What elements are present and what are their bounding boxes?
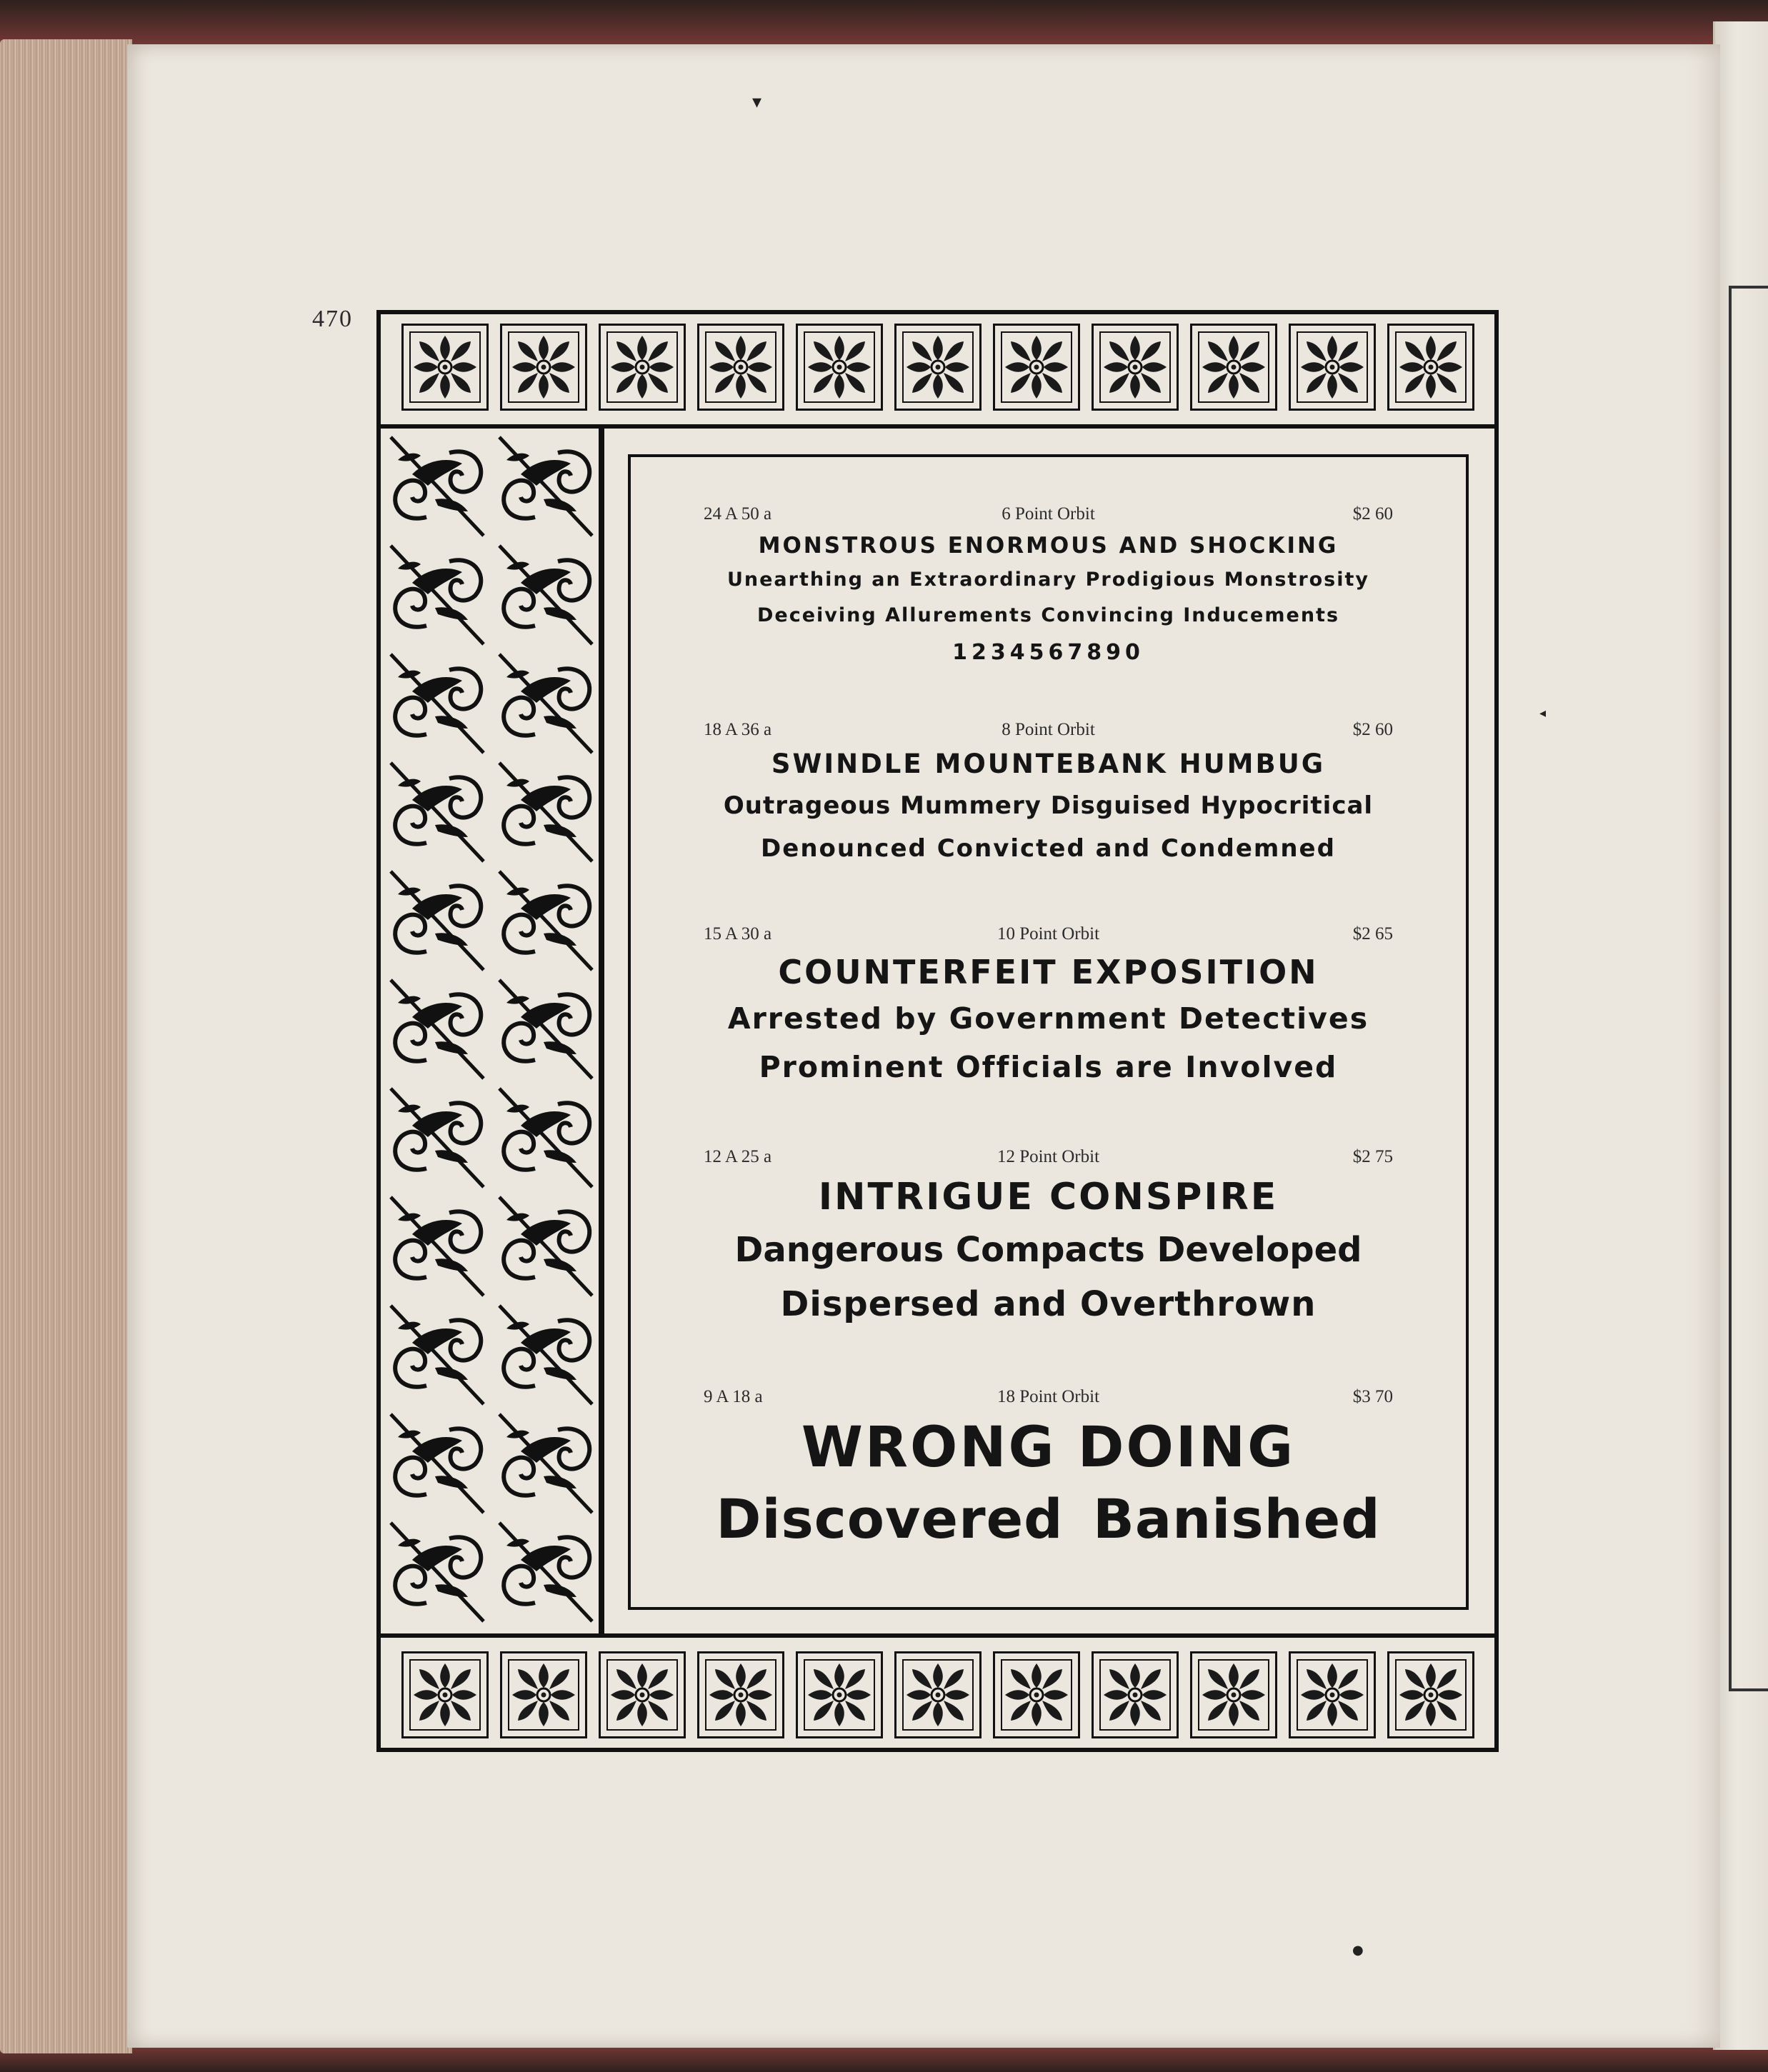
ink-speck: ◂ <box>1539 706 1547 721</box>
book-cover-top-edge <box>0 0 1768 50</box>
specimen-line: INTRIGUE CONSPIRE <box>818 1176 1279 1218</box>
scroll-flourish-icon <box>492 1083 599 1191</box>
page-number: 470 <box>312 306 353 332</box>
rosette-tile-icon <box>599 324 686 411</box>
specimen-quantity: 24 A 50 a <box>704 504 772 524</box>
rosette-tile-icon <box>796 1651 883 1738</box>
specimen-size: 12 Point Orbit <box>997 1147 1100 1166</box>
specimen-8pt <box>646 720 1450 877</box>
specimen-meta <box>646 924 1450 953</box>
facing-page-border <box>1729 286 1768 1691</box>
top-ornament-band <box>376 310 1499 429</box>
specimen-line: Dangerous Compacts Developed <box>734 1230 1362 1270</box>
specimen-line: Arrested by Government Detectives <box>727 1001 1369 1036</box>
specimen-line: Deceiving Allurements Convincing Inducements <box>756 604 1340 626</box>
rosette-tile-icon <box>500 1651 587 1738</box>
specimen-price: $2 60 <box>1352 720 1393 739</box>
scroll-flourish-icon <box>492 649 599 757</box>
rosette-tile-icon <box>1190 1651 1277 1738</box>
scroll-flourish-icon <box>384 1191 491 1300</box>
scroll-flourish-icon <box>384 431 491 540</box>
scroll-flourish-icon <box>492 1300 599 1408</box>
specimen-line: Denounced Convicted and Condemned <box>761 834 1336 863</box>
side-ornament-column <box>381 429 604 1633</box>
specimen-meta <box>646 1387 1450 1416</box>
rosette-tile-icon <box>599 1651 686 1738</box>
ink-speck: ▾ <box>752 91 762 113</box>
rosette-tile-icon <box>894 1651 982 1738</box>
rosette-tile-icon <box>993 324 1080 411</box>
specimen-quantity: 15 A 30 a <box>704 924 772 944</box>
scroll-flourish-icon <box>492 1517 599 1626</box>
specimen-line: Unearthing an Extraordinary Prodigious Monstrosity <box>726 569 1370 591</box>
specimen-6pt <box>646 504 1450 676</box>
specimen-line: Prominent Officials are Involved <box>759 1050 1338 1084</box>
specimen-size: 8 Point Orbit <box>1002 720 1095 739</box>
rosette-tile-icon <box>1190 324 1277 411</box>
specimen-line: Discovered Banished <box>716 1487 1381 1551</box>
book-cover-bottom-edge <box>0 2043 1768 2072</box>
scroll-flourish-icon <box>384 1083 491 1191</box>
rosette-tile-icon <box>1092 1651 1179 1738</box>
scroll-flourish-icon <box>384 974 491 1083</box>
scroll-flourish-icon <box>384 866 491 974</box>
specimen-price: $3 70 <box>1352 1387 1393 1406</box>
scroll-flourish-icon <box>384 540 491 649</box>
specimen-price: $2 65 <box>1352 924 1393 944</box>
rosette-tile-icon <box>894 324 982 411</box>
scroll-flourish-icon <box>384 1517 491 1626</box>
rosette-tile-icon <box>993 1651 1080 1738</box>
specimen-size: 10 Point Orbit <box>997 924 1100 944</box>
specimen-quantity: 9 A 18 a <box>704 1387 763 1406</box>
specimen-line: Outrageous Mummery Disguised Hypocritical <box>723 791 1374 820</box>
scroll-flourish-icon <box>492 757 599 866</box>
scroll-flourish-icon <box>384 757 491 866</box>
specimen-quantity: 18 A 36 a <box>704 720 772 739</box>
rosette-tile-icon <box>401 324 489 411</box>
specimen-meta <box>646 720 1450 749</box>
specimen-line: Dispersed and Overthrown <box>780 1284 1317 1324</box>
specimen-price: $2 75 <box>1352 1147 1393 1166</box>
scroll-flourish-icon <box>492 431 599 540</box>
scroll-flourish-icon <box>492 866 599 974</box>
specimen-size: 18 Point Orbit <box>997 1387 1100 1406</box>
rosette-tile-icon <box>796 324 883 411</box>
scroll-flourish-icon <box>492 540 599 649</box>
specimen-price: $2 60 <box>1352 504 1393 524</box>
rosette-tile-icon <box>500 324 587 411</box>
specimen-line: 1234567890 <box>952 640 1144 665</box>
rosette-tile-icon <box>697 324 784 411</box>
specimen-quantity: 12 A 25 a <box>704 1147 772 1166</box>
specimen-18pt <box>646 1387 1450 1558</box>
specimen-size: 6 Point Orbit <box>1002 504 1095 524</box>
specimen-10pt <box>646 924 1450 1098</box>
rosette-tile-icon <box>697 1651 784 1738</box>
specimen-line: SWINDLE MOUNTEBANK HUMBUG <box>771 749 1326 779</box>
rosette-tile-icon <box>401 1651 489 1738</box>
rosette-tile-icon <box>1289 324 1376 411</box>
specimen-12pt <box>646 1147 1450 1338</box>
rosette-tile-icon <box>1387 324 1474 411</box>
specimen-meta <box>646 504 1450 533</box>
rosette-tile-icon <box>1289 1651 1376 1738</box>
page-stack-edge <box>0 39 132 2053</box>
ink-speck: ● <box>1352 1943 1364 1958</box>
specimen-line: WRONG DOING <box>801 1416 1296 1480</box>
scroll-flourish-icon <box>492 974 599 1083</box>
rosette-tile-icon <box>1092 324 1179 411</box>
specimen-line: COUNTERFEIT EXPOSITION <box>778 953 1319 991</box>
scroll-flourish-icon <box>384 1408 491 1517</box>
scroll-flourish-icon <box>384 1300 491 1408</box>
rosette-tile-icon <box>1387 1651 1474 1738</box>
specimen-meta <box>646 1147 1450 1176</box>
scroll-flourish-icon <box>492 1408 599 1517</box>
scroll-flourish-icon <box>492 1191 599 1300</box>
bottom-ornament-band <box>376 1633 1499 1752</box>
specimen-line: MONSTROUS ENORMOUS AND SHOCKING <box>758 533 1339 559</box>
scroll-flourish-icon <box>384 649 491 757</box>
